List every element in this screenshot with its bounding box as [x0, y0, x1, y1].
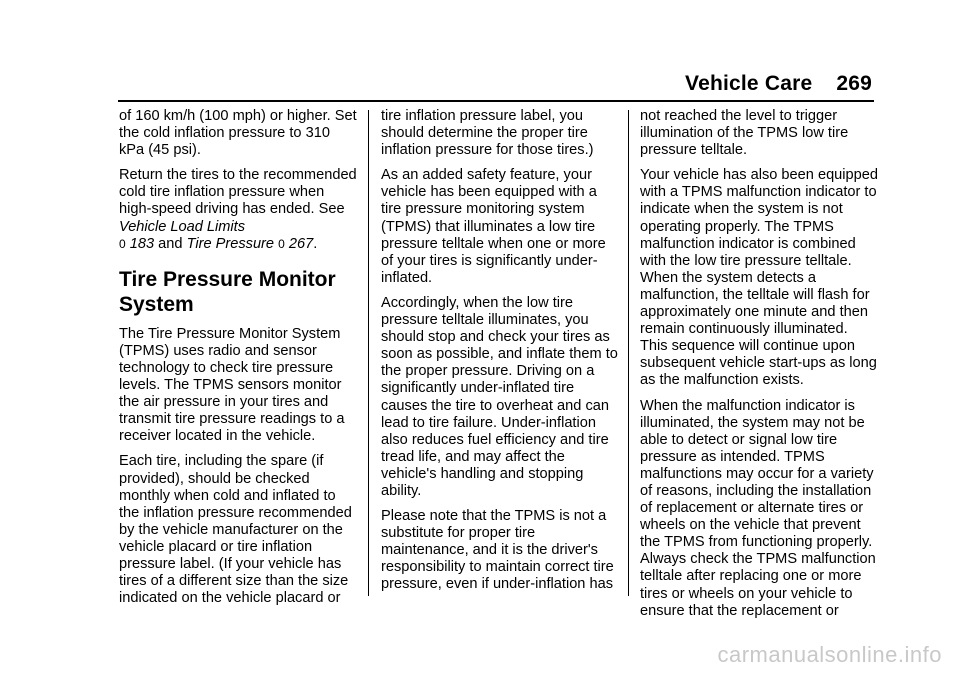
page-ref-arrow-icon: 0 [119, 236, 126, 251]
column-1 [119, 108, 357, 615]
paragraph: Your vehicle has also been equipped with a TPMS malfunction indicator to indicate when the system is not operating properly. The TPMS malfunction indicator is combined with the low tire pressure telltale. When the system detects a malfunction, the telltale will flash for approximately one minute and then remain continuously illuminated. This sequence will continue upon subsequent vehicle start-ups as long as the malfunction exists. [640, 167, 879, 389]
paragraph: Please note that the TPMS is not a substitute for proper tire maintenance, and it is the driver's responsibility to maintain correct tire pressure, even if under-inflation has [381, 508, 614, 593]
paragraph: of 160 km/h (100 mph) or higher. Set the cold inflation pressure to 310 kPa (45 psi). [119, 108, 357, 159]
paragraph: The Tire Pressure Monitor System (TPMS) uses radio and sensor technology to check tire pressure levels. The TPMS sensors monitor the air pressure in your tires and transmit tire pressure readings to a receiver located in the vehicle. [119, 325, 345, 445]
tire-pressure-link[interactable]: Tire Pressure [186, 235, 275, 252]
header-rule [118, 100, 874, 102]
paragraph: As an added safety feature, your vehicle has been equipped with a tire pressure monitoring system (TPMS) that illuminates a low tire pressure telltale when one or more of your tires is significantly under-inflated. [381, 167, 606, 286]
column-2 [381, 108, 619, 602]
paragraph: Accordingly, when the low tire pressure telltale illuminates, you should stop and check your tires as soon as possible, and inflate them to the proper pressure. Driving on a significantly under-inflated tire causes the tire to overheat and can lead to tire failure. Under-inflation also reduces fuel efficiency and tire tread life, and may affect the vehicle's handling and stopping ability. [381, 294, 618, 499]
paragraph: tire inflation pressure label, you should determine the proper tire inflation pressure for those tires.) [381, 108, 594, 159]
watermark: carmanualsonline.info [717, 642, 942, 667]
column-3 [640, 108, 878, 628]
page-ref-arrow-icon: 0 [278, 236, 285, 251]
column-divider [368, 110, 369, 596]
paragraph: Each tire, including the spare (if provided), should be checked monthly when cold and inflated to the inflation pressure recommended by the vehicle manufacturer on the vehicle placard or tire inflation pressure label. (If your vehicle has tires of a different size than the size indicated on the vehicle placard or [119, 453, 352, 607]
paragraph-see-references: Return the tires to the recommended cold tire inflation pressure when high-speed driving has ended. See Vehicle Load Limits 0 183 and Tire Pressure 0 267. [119, 167, 357, 252]
page-ref-183[interactable]: 183 [129, 235, 155, 252]
section-heading: Tire Pressure Monitor System [119, 267, 336, 316]
section-title: Vehicle Care [685, 72, 813, 95]
page-header [685, 72, 872, 96]
column-divider [628, 110, 629, 596]
page-number: 269 [836, 72, 872, 95]
paragraph: When the malfunction indicator is illuminated, the system may not be able to detect or signal low tire pressure as intended. TPMS malfunctions may occur for a variety of reasons, including the installation of replacement or alternate tires or wheels on the vehicle that prevent the TPMS from functioning properly. Always check the TPMS malfunction telltale after replacing one or more tires or wheels on your vehicle to ensure that the replacement or [640, 397, 876, 619]
paragraph: not reached the level to trigger illumination of the TPMS low tire pressure telltale. [640, 108, 849, 159]
vehicle-load-limits-link[interactable]: Vehicle Load Limits [119, 218, 246, 235]
page-ref-267[interactable]: 267 [288, 235, 314, 252]
